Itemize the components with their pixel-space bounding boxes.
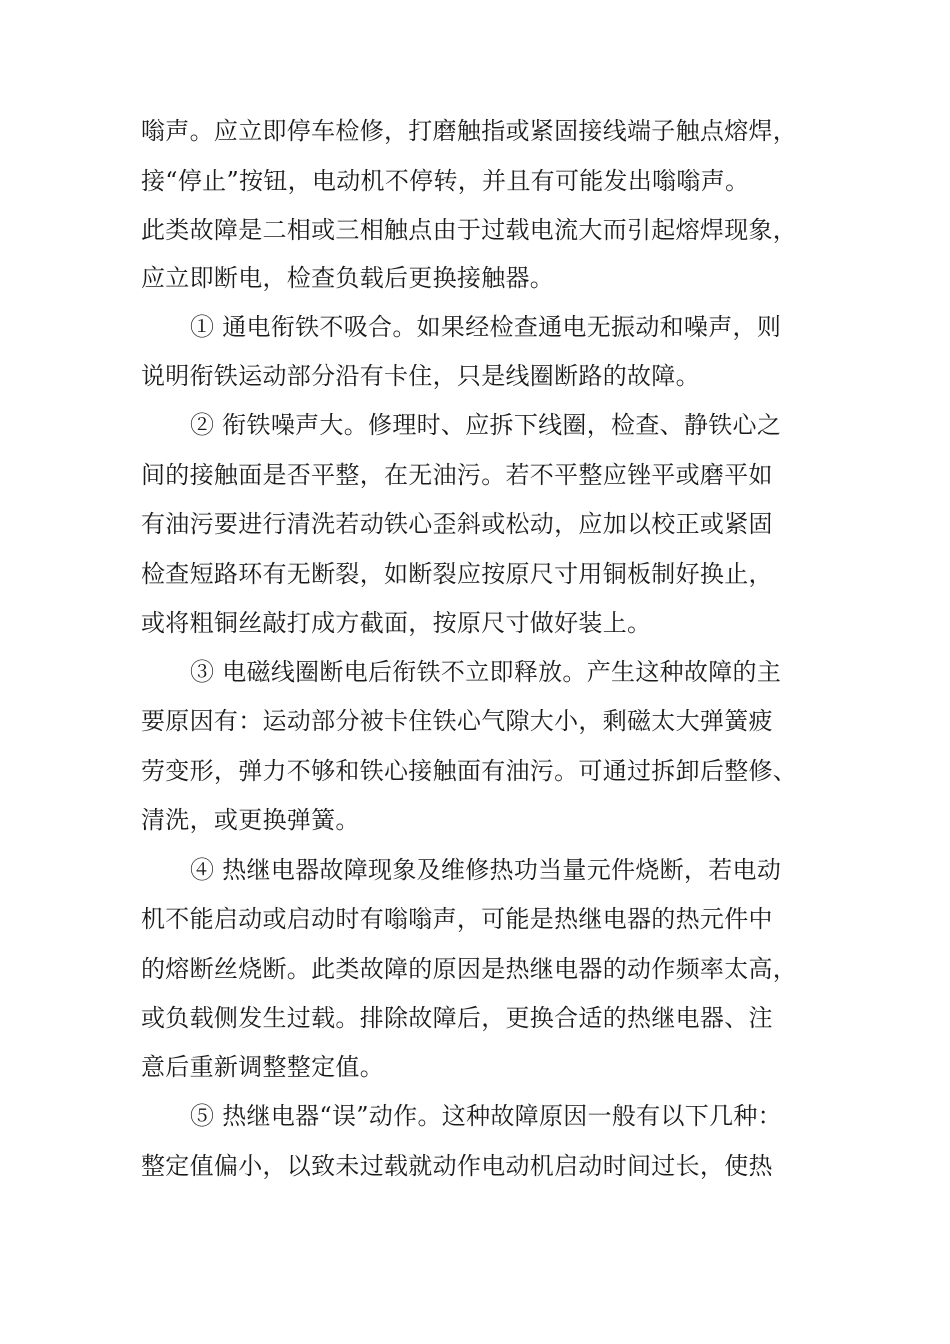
text-line: 要原因有：运动部分被卡住铁心气隙大小，剩磁太大弹簧疲 (141, 707, 773, 735)
text-line: 意后重新调整整定值。 (141, 1053, 384, 1081)
text-line: 检查短路环有无断裂，如断裂应按原尺寸用铜板制好换止， (141, 560, 773, 588)
text-line: 嗡声。应立即停车检修，打磨触指或紧固接线端子触点熔焊， (141, 117, 798, 145)
text-line: 整定值偏小，以致未过载就动作电动机启动时间过长，使热 (141, 1152, 773, 1180)
text-line: 清洗，或更换弹簧。 (141, 806, 360, 834)
item-2-first-line: ② 衔铁噪声大。修理时、应拆下线圈，检查、静铁心之 (190, 411, 782, 439)
text-line: 接“停止”按钮，电动机不停转，并且有可能发出嗡嗡声。 (141, 167, 750, 195)
item-1-first-line: ① 通电衔铁不吸合。如果经检查通电无振动和噪声，则 (190, 313, 782, 341)
item-5-first-line: ⑤ 热继电器“误”动作。这种故障原因一般有以下几种： (190, 1102, 782, 1130)
text-line: 此类故障是二相或三相触点由于过载电流大而引起熔焊现象， (141, 216, 798, 244)
text-line: 的熔断丝烧断。此类故障的原因是热继电器的动作频率太高， (141, 955, 798, 983)
text-line: 有油污要进行清洗若动铁心歪斜或松动，应加以校正或紧固 (141, 510, 773, 538)
item-4-first-line: ④ 热继电器故障现象及维修热功当量元件烧断，若电动 (190, 856, 782, 884)
text-line: 间的接触面是否平整，在无油污。若不平整应锉平或磨平如 (141, 461, 773, 489)
text-line: 或负载侧发生过载。排除故障后，更换合适的热继电器、注 (141, 1004, 773, 1032)
text-line: 说明衔铁运动部分沿有卡住，只是线圈断路的故障。 (141, 362, 700, 390)
text-line: 或将粗铜丝敲打成方截面，按原尺寸做好装上。 (141, 609, 652, 637)
text-line: 应立即断电，检查负载后更换接触器。 (141, 264, 555, 292)
text-line: 机不能启动或启动时有嗡嗡声，可能是热继电器的热元件中 (141, 905, 773, 933)
item-3-first-line: ③ 电磁线圈断电后衔铁不立即释放。产生这种故障的主 (190, 658, 782, 686)
text-line: 劳变形，弹力不够和铁心接触面有油污。可通过拆卸后整修、 (141, 757, 798, 785)
